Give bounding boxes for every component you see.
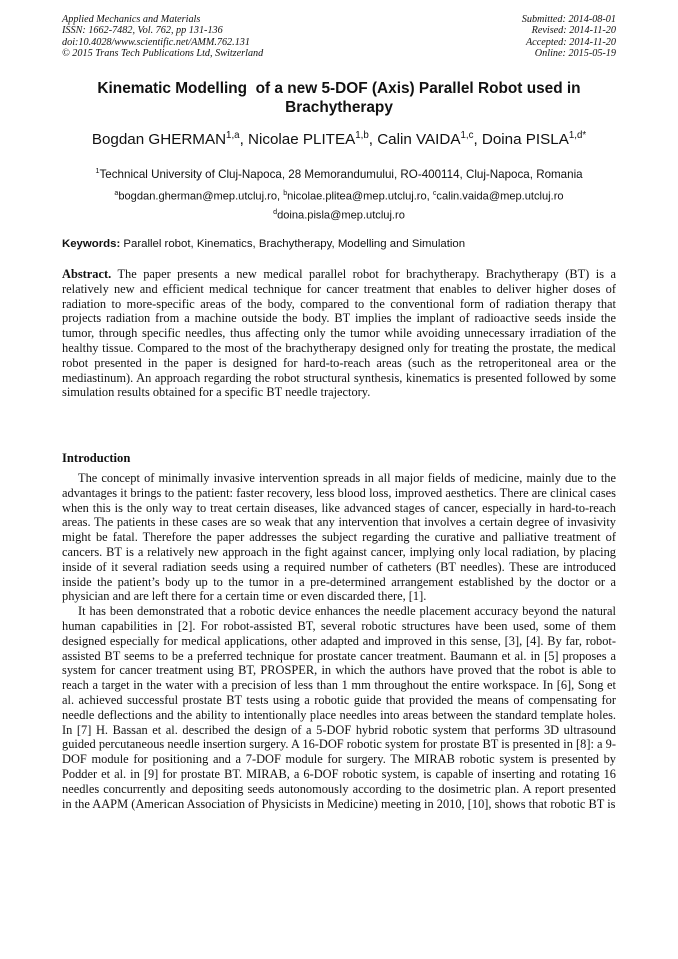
email-mark: d [273, 207, 278, 216]
email-address[interactable]: nicolae.plitea@mep.utcluj.ro, [287, 190, 430, 203]
email-line-2 [40, 205, 638, 224]
email-mark: a [114, 189, 119, 197]
affiliation-text: Technical University of Cluj-Napoca, 28 Memorandumului, RO-400114, Cluj-Napoca, Romania [99, 167, 583, 181]
revised-date: Revised: 2014-11-20 [531, 25, 616, 37]
affiliation [40, 163, 638, 183]
author-affiliation-mark: 1,b [355, 130, 369, 141]
email-mark: c [432, 189, 437, 197]
paragraph: The concept of minimally invasive intervention spreads in all major fields of medicine, mainly due to the advantages it brings to the patient: faster recovery, less blood loss, improved aesthetics. There are clinical cases when this is the only way to treat certain diseases, like advanced stages of cancer, especially in hard-to-reach areas. The patients in these cases are so weak that any intervention that involves a certain degree of invasivity might be fatal. Therefore the paper addresses the subject regarding the curative and palliative treatment of cancers. BT is a relatively new approach in the fight against cancer, implying only local radiation, by placing inside of it several radiation seeds using a required number of catheters (BT needles). These are introduced inside the patient’s body up to the tumor in a pre-determined arrangement established by the doctor or a physician and are left there for a certain time or even discarded there, [1]. [62, 471, 616, 604]
introduction-body [62, 471, 616, 811]
online-date: Online: 2015-05-19 [534, 48, 616, 60]
author-name: Bogdan GHERMAN [91, 131, 227, 149]
abstract-label: Abstract. [62, 267, 112, 281]
submitted-date: Submitted: 2014-08-01 [521, 14, 616, 25]
journal-name: Applied Mechanics and Materials [62, 14, 201, 25]
author-affiliation-mark: 1,d* [568, 130, 587, 141]
author-name: Doina PISLA [481, 131, 569, 149]
paragraph: It has been demonstrated that a robotic device enhances the needle placement accuracy beyond the natural human capabilities in [2]. For robot-assisted BT, several robotic structures have been used, some of them designed especially for medical applications, other adapted and improved in this sense, [3], [4]. By far, robot-assisted BT seems to be a preferred technique for prostate cancer treatment. Baumann et al. in [5] proposes a system for cancer treatment using BT, PROSPER, in which the authors have proved that the robot is able to reach a target in the water with a precision of less than 1 mm throughout the entire workspace. In [6], Song et al. achieved successful prostate BT tests using a robotic guide that provided the means of compensating for needle deflections and the ability to intentionally place needles into areas between the standard template holes. In [7] H. Bassan et al. described the design of a 5-DOF hybrid robotic system that performs 3D ultrasound guided percutaneous needle insertion surgery. A 16-DOF robotic system for prostate BT is presented in [8]: a 9-DOF module for positioning and a 7-DOF module for surgery. The MIRAB robotic system is presented by Podder et al. in [9] for prostate BT. MIRAB, a 6-DOF robotic system, is capable of inserting and rotating 16 needles concurrently and depositing seeds autonomously according to the dosimetric plan. A report presented in the AAPM (American Association of Physicists in Medicine) meeting in 2010, [10], shows that robotic BT is [62, 604, 616, 811]
email-address[interactable]: bogdan.gherman@mep.utcluj.ro, [118, 190, 281, 203]
author-name: Nicolae PLITEA [248, 131, 356, 149]
submission-dates [522, 14, 616, 60]
affiliation-mark: 1 [95, 166, 100, 175]
author-list [40, 126, 638, 150]
author-separator: , [473, 131, 482, 149]
author-emails [40, 186, 638, 223]
email-line-1 [40, 186, 638, 205]
keywords-label: Keywords: [62, 238, 121, 250]
section-heading-introduction: Introduction [62, 451, 131, 465]
title-line-1: Kinematic Modelling of a new 5-DOF (Axis) Parallel Robot used in [97, 80, 581, 97]
email-mark: b [283, 189, 288, 197]
journal-doi: doi:10.4028/www.scientific.net/AMM.762.131 [62, 36, 250, 48]
abstract-text: The paper presents a new medical parallel robot for brachytherapy. Brachytherapy (BT) is a relatively new and efficient medical technique for cancer treatment that enables to deliver higher doses of radiation to more-specific areas of the body, compared to the conventional form of radiation therapy that projects radiation from a machine outside the body. BT implies the implant of radioactive seeds inside the tumor, through specific needles, thus affecting only the tumor while avoiding unnecessary irradiation of the healthy tissue. Compared to the most of the brachytherapy designed only for treating the prostate, the medical robot presented in the paper is designed for hard-to-reach areas (such as the retroperitoneal area or the mediastinum). An approach regarding the robot structural synthesis, kinematics is presented followed by some simulation results obtained for a specific BT needle trajectory. [62, 267, 617, 400]
journal-info [62, 14, 263, 60]
keywords-text: Parallel robot, Kinematics, Brachytherapy, Modelling and Simulation [123, 238, 466, 250]
author-separator: , [239, 131, 249, 149]
paper-title [62, 79, 616, 117]
email-address[interactable]: doina.pisla@mep.utcluj.ro [277, 209, 405, 222]
author-affiliation-mark: 1,c [460, 130, 474, 141]
journal-copyright: © 2015 Trans Tech Publications Ltd, Switzerland [62, 48, 264, 60]
email-address[interactable]: calin.vaida@mep.utcluj.ro [436, 190, 564, 203]
author-name: Calin VAIDA [377, 131, 461, 149]
keywords [62, 237, 616, 252]
author-separator: , [368, 131, 378, 149]
abstract [62, 267, 616, 400]
author-affiliation-mark: 1,a [226, 130, 240, 141]
journal-issn: ISSN: 1662-7482, Vol. 762, pp 131-136 [62, 25, 223, 37]
accepted-date: Accepted: 2014-11-20 [525, 36, 616, 48]
title-line-2: Brachytherapy [285, 99, 393, 116]
